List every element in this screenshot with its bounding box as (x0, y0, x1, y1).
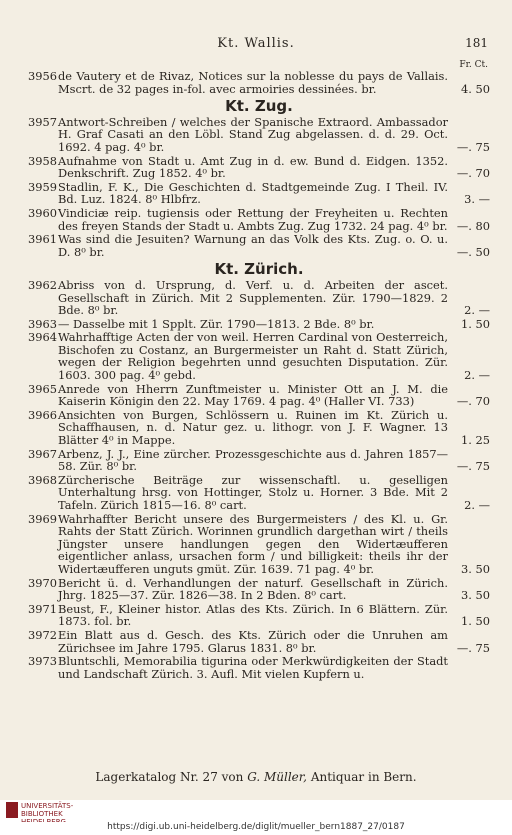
entry-price: —. 75 (456, 640, 490, 655)
entry-text: Antwort-Schreiben / welches der Spanische Extraord. Ambassador H. Graf Casati an den Löbl. Stand Zug abgelassen. d. d. 29. Oct. 1692. 4 pag. 4⁰ br. (58, 114, 448, 154)
entry-price: 2. — (464, 498, 490, 512)
entry-text: Arbenz, J. J., Eine zürcher. Prozessgeschichte aus d. Jahren 1857—58. Zür. 8⁰ br. (58, 446, 448, 474)
entry-text: Beust, F., Kleiner histor. Atlas des Kts. Zürich. In 6 Blättern. Zür. 1873. fol. br. (58, 601, 448, 629)
section-heading: Kt. Zug. (225, 97, 293, 116)
page-number: 181 (465, 36, 488, 50)
entry-price: —. 75 (456, 459, 490, 474)
entry-text: Wahrhafftige Acten der von weil. Herren Cardinal von Oesterreich, Bischofen zu Costanz, an Burgermeister un Raht d. Statt Zürich, wegen der Religion begehrten unnd gesuchten Disputation. Zür. 1603. 300 pag. 4⁰ gebd. (58, 330, 448, 383)
catalog-entry (28, 409, 490, 447)
library-branding-bar (0, 800, 512, 822)
catalog-entry (28, 603, 490, 628)
footer-name: G. Müller, (247, 770, 307, 784)
running-head (0, 36, 512, 52)
catalog-entries (28, 70, 490, 681)
entry-text: Vindiciæ reip. tugiensis oder Rettung der Freyheiten u. Rechten des freyen Stands der Stadt u. Ambts Zug. Zug 1732. 24 pag. 4⁰ br. (58, 205, 448, 233)
footer-prefix: Lagerkatalog Nr. 27 von (95, 770, 248, 784)
entry-text: Ansichten von Burgen, Schlössern u. Ruinen im Kt. Zürich u. Schaffhausen, n. d. Natur gez. u. lithogr. von J. F. Wagner. 13 Blätter 4⁰ in Mappe. (58, 407, 448, 448)
entry-text: Zürcherische Beiträge zur wissenschaftl. u. geselligen Unterhaltung hrsg. von Hottinger, Stolz u. Horner. 3 Bde. Mit 2 Tafeln. Zürich 1815—16. 8⁰ cart. (58, 472, 448, 512)
entry-number: 3961 (28, 232, 57, 247)
entry-number: 3970 (28, 575, 57, 590)
section-heading: Kt. Zürich. (214, 260, 304, 279)
entry-price: —. 70 (456, 394, 490, 409)
entry-number: 3969 (28, 511, 57, 526)
catalog-entry (28, 279, 490, 317)
entry-number: 3973 (28, 654, 57, 669)
catalog-entry (28, 116, 490, 154)
entry-price: 4. 50 (461, 81, 490, 96)
catalog-entry (28, 155, 490, 180)
catalog-entry (28, 629, 490, 654)
entry-text: Was sind die Jesuiten? Warnung an das Volk des Kts. Zug. o. O. u. D. 8⁰ br. (58, 232, 448, 259)
entry-number: 3971 (28, 601, 57, 616)
catalog-entry (28, 448, 490, 473)
entry-text: Wahrhaffter Bericht unsere des Burgermeisters / des Kl. u. Gr. Rahts der Statt Zürich. Worinnen grundlich dargethan wirt / theils Jüngster unsere handlungen gegen den Widertæufferen eigentlicher anlass, ursachen form / und billigkeit: theils ihr der Widertæufferen unguts gmüt. Zür. 1639. 71 pag. 4⁰ br. (58, 511, 448, 576)
catalog-entry (28, 207, 490, 232)
entry-price: 2. — (464, 303, 490, 318)
entry-text: Stadlin, F. K., Die Geschichten d. Stadtgemeinde Zug. I Theil. IV. Bd. Luz. 1824. 8⁰ Hlbfrz. (58, 179, 448, 207)
entry-price: 3. 50 (461, 561, 490, 576)
entry-text: Bericht ü. d. Verhandlungen der naturf. Gesellschaft in Zürich. Jhrg. 1825—37. Zür. 1826—38. In 2 Bden. 8⁰ cart. (58, 575, 448, 603)
logo-line-1: UNIVERSITÄTS- (21, 802, 74, 810)
entry-number: 3966 (28, 407, 57, 422)
footer-suffix: Antiquar in Bern. (307, 770, 417, 784)
catalog-entry (28, 655, 490, 680)
entry-number: 3967 (28, 446, 57, 461)
logo-line-2: BIBLIOTHEK (21, 810, 63, 818)
entry-price: 2. — (464, 368, 490, 383)
entry-number: 3962 (28, 277, 57, 292)
catalog-entry (28, 70, 490, 95)
entry-number: 3968 (28, 472, 57, 487)
entry-number: 3956 (28, 69, 57, 83)
entry-price: 3. 50 (461, 588, 490, 603)
entry-text: Ein Blatt aus d. Gesch. des Kts. Zürich oder die Unruhen am Zürichsee im Jahre 1795. Glarus 1831. 8⁰ br. (58, 627, 448, 655)
price-column-header: Fr. Ct. (459, 60, 488, 70)
library-logo-icon (6, 802, 18, 818)
entry-price: —. 70 (456, 166, 490, 181)
entry-price: —. 50 (456, 244, 490, 259)
entry-number: 3965 (28, 381, 57, 396)
entry-text: — Dasselbe mit 1 Spplt. Zür. 1790—1813. 2 Bde. 8⁰ br. (58, 316, 375, 331)
catalog-entry (28, 233, 490, 258)
entry-number: 3972 (28, 627, 57, 642)
entry-text: Anrede von Hherrn Zunftmeister u. Minister Ott an J. M. die Kaiserin Königin den 22. May 1769. 4 pag. 4⁰ (Haller VI. 733) (58, 381, 448, 409)
catalog-entry (28, 383, 490, 408)
entry-number: 3957 (28, 114, 57, 129)
entry-price: 1. 50 (461, 316, 490, 331)
entry-price: 3. — (464, 192, 490, 207)
catalog-entry (28, 513, 490, 576)
entry-price: —. 75 (456, 139, 490, 154)
entry-price: 1. 50 (461, 614, 490, 629)
entry-text: Bluntschli, Memorabilia tigurina oder Merkwürdigkeiten der Stadt und Landschaft Zürich. 3. Aufl. Mit vielen Kupfern u. (58, 654, 448, 681)
entry-text: de Vautery et de Rivaz, Notices sur la noblesse du pays de Vallais. Mscrt. de 32 pages in-fol. avec armoiries dessinées. br. (58, 69, 448, 96)
entry-number: 3958 (28, 153, 57, 168)
catalog-entry (28, 474, 490, 512)
entry-price: —. 80 (456, 218, 490, 233)
entry-number: 3963 (28, 316, 57, 331)
entry-price: 1. 25 (461, 433, 490, 448)
catalog-entry (28, 181, 490, 206)
catalog-entry (28, 318, 490, 331)
entry-text: Abriss von d. Ursprung, d. Verf. u. d. Arbeiten der ascet. Gesellschaft in Zürich. Mit 2 Supplementen. Zür. 1790—1829. 2 Bde. 8⁰ br. (58, 277, 448, 318)
catalog-entry (28, 331, 490, 381)
catalog-entry (28, 577, 490, 602)
page-title: Kt. Wallis. (217, 36, 295, 51)
entry-text: Aufnahme von Stadt u. Amt Zug in d. ew. Bund d. Eidgen. 1352. Denkschrift. Zug 1852. 4⁰ br. (58, 153, 448, 181)
entry-number: 3964 (28, 330, 57, 345)
entry-number: 3960 (28, 205, 57, 220)
catalog-footer (0, 770, 512, 784)
entry-number: 3959 (28, 179, 57, 194)
source-url[interactable]: https://digi.ub.uni-heidelberg.de/diglit/mueller_bern1887_27/0187 (0, 822, 512, 835)
